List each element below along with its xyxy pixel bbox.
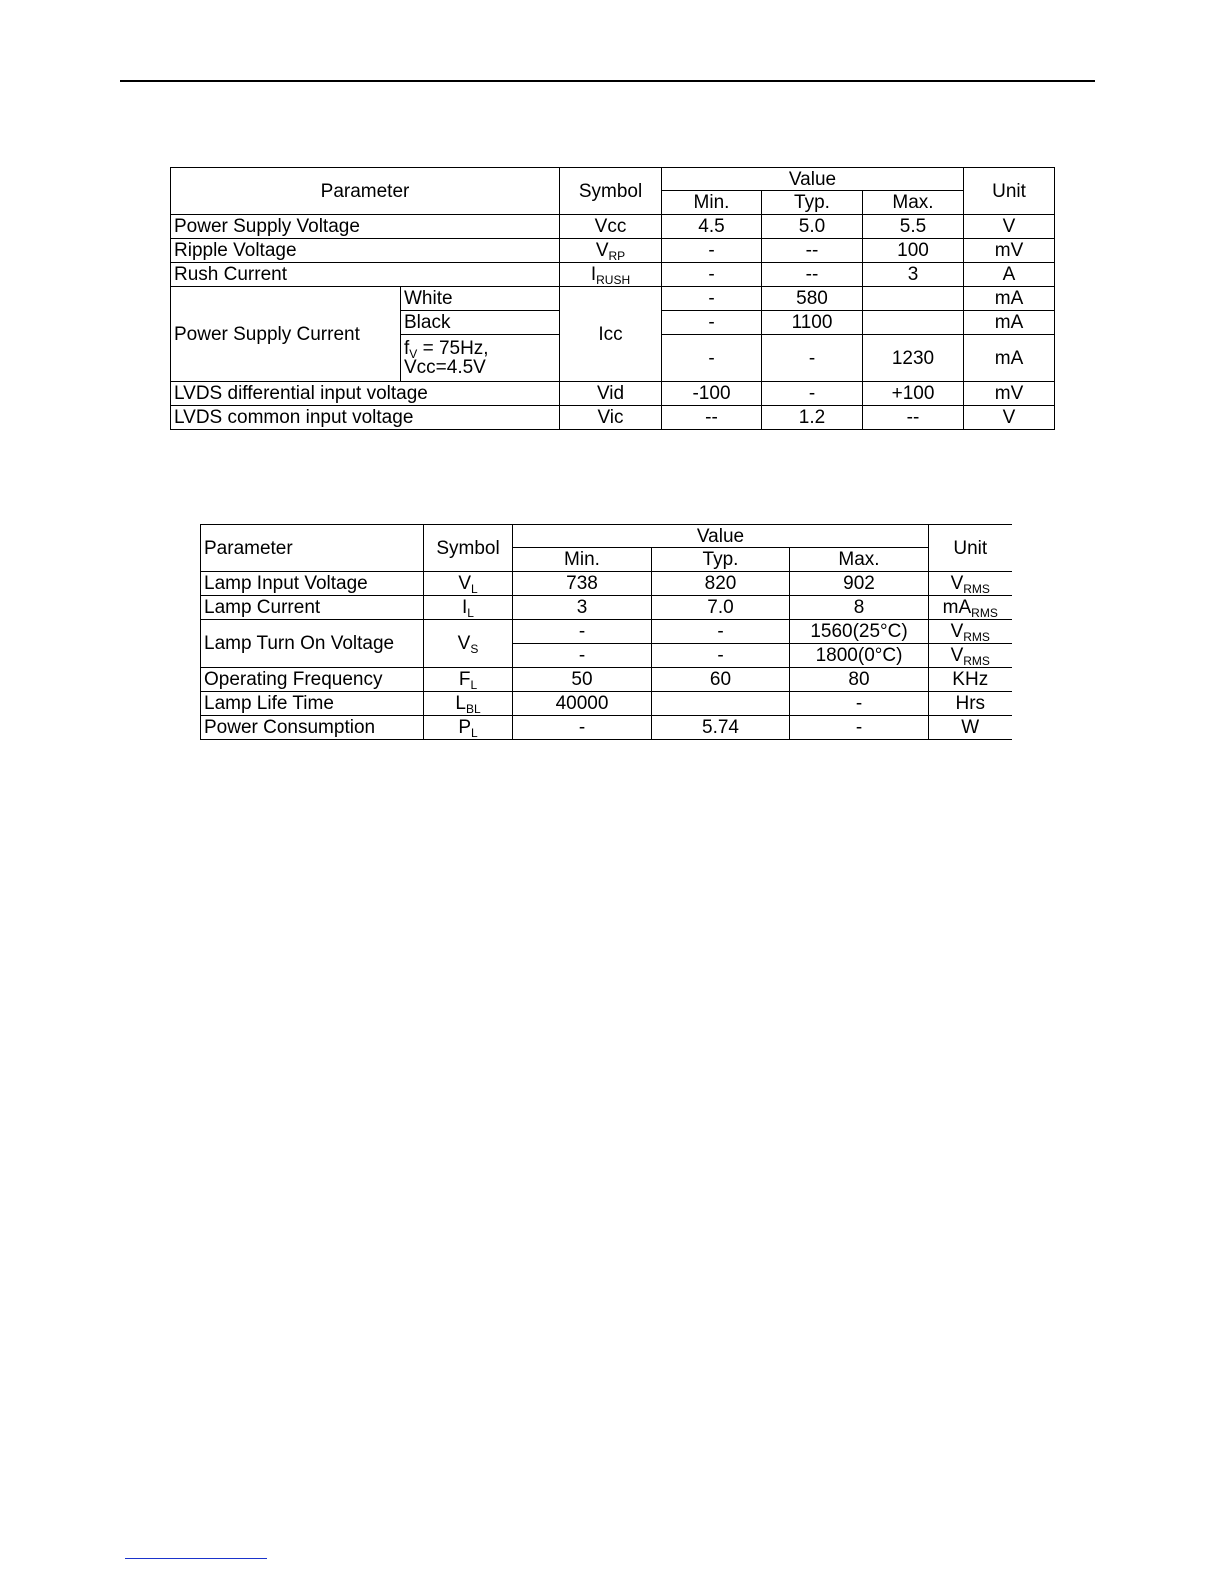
symbol-subscript: RUSH [596,273,631,287]
symbol-text: V [595,240,609,261]
typ-cell: - [762,335,863,382]
max-cell: 8 [790,596,929,620]
unit-cell: Hrs [929,692,1012,716]
typ-cell: - [652,620,790,644]
header-unit: Unit [964,168,1055,215]
min-cell: 738 [513,572,652,596]
table-row [171,406,1059,430]
lamp-table [200,524,1012,740]
max-cell [863,287,964,311]
header-typ: Typ. [762,191,863,215]
max-cell: 5.5 [863,215,964,239]
min-cell: - [513,644,652,668]
min-cell: - [513,620,652,644]
table-row [171,263,1059,287]
symbol-text: V [457,633,471,654]
header-symbol: Symbol [424,525,513,572]
max-cell: 1230 [863,335,964,382]
condition-text: Vcc=4.5V [404,357,486,378]
symbol-subscript: L [471,726,478,740]
unit-text: V [950,621,964,642]
header-row [171,168,1059,191]
header-parameter: Parameter [201,525,424,572]
parameter-cell: Rush Current [171,263,560,287]
symbol-cell [424,596,513,620]
header-min: Min. [662,191,762,215]
max-cell: 80 [790,668,929,692]
typ-cell: 7.0 [652,596,790,620]
header-max: Max. [790,548,929,572]
unit-cell: mA [964,311,1055,335]
symbol-text: F [458,669,471,690]
table-row [201,596,1012,620]
max-cell: - [790,692,929,716]
unit-cell [929,620,1012,644]
unit-subscript: RMS [963,630,990,644]
max-cell: 902 [790,572,929,596]
parameter-cell: LVDS common input voltage [171,406,560,430]
typ-cell: 5.0 [762,215,863,239]
min-cell: - [662,287,762,311]
unit-cell: V [964,406,1055,430]
symbol-cell [424,572,513,596]
max-cell: 1800(0°C) [790,644,929,668]
unit-text: V [950,645,964,666]
symbol-subscript: L [471,582,478,596]
table-row [201,572,1012,596]
unit-cell [929,596,1012,620]
symbol-cell: Vcc [560,215,662,239]
max-cell: 100 [863,239,964,263]
header-unit: Unit [929,525,1012,572]
unit-cell: mV [964,382,1055,406]
max-cell: -- [863,406,964,430]
min-cell: 3 [513,596,652,620]
parameter-cell: Power Supply Current [171,287,401,382]
table-row [171,215,1059,239]
symbol-cell: Vic [560,406,662,430]
min-cell: - [662,311,762,335]
symbol-text: P [458,717,471,738]
typ-cell: 1.2 [762,406,863,430]
min-cell: -100 [662,382,762,406]
typ-cell: 60 [652,668,790,692]
unit-text: V [950,573,964,594]
typ-cell: 1100 [762,311,863,335]
table-row [201,668,1012,692]
max-cell: - [790,716,929,740]
unit-cell: mV [964,239,1055,263]
symbol-subscript: BL [465,702,481,716]
unit-cell [929,644,1012,668]
header-typ: Typ. [652,548,790,572]
min-cell: - [513,716,652,740]
min-cell: 40000 [513,692,652,716]
symbol-text: I [462,597,468,618]
typ-cell: -- [762,263,863,287]
power-supply-table [170,167,1059,430]
symbol-cell [424,620,513,668]
parameter-cell: Power Supply Voltage [171,215,560,239]
typ-cell: 820 [652,572,790,596]
min-cell: - [662,239,762,263]
header-min: Min. [513,548,652,572]
symbol-subscript: L [467,606,474,620]
header-symbol: Symbol [560,168,662,215]
table-row [171,382,1059,406]
symbol-text: I [590,264,597,285]
header-value: Value [662,168,964,191]
parameter-cell: Power Consumption [201,716,424,740]
symbol-cell [560,263,662,287]
max-cell [863,311,964,335]
parameter-cell: LVDS differential input voltage [171,382,560,406]
header-parameter: Parameter [171,168,560,215]
unit-cell: KHz [929,668,1012,692]
parameter-cell: Operating Frequency [201,668,424,692]
symbol-subscript: L [470,678,478,692]
max-cell: +100 [863,382,964,406]
unit-text: mA [942,597,972,618]
condition-text: f [404,338,410,359]
right-gap [1055,168,1059,215]
typ-cell: 5.74 [652,716,790,740]
unit-cell: mA [964,287,1055,311]
condition-subscript: V [409,347,418,361]
footer-link-underline [125,1558,267,1559]
unit-cell: A [964,263,1055,287]
typ-cell: 580 [762,287,863,311]
condition-cell: White [401,287,560,311]
header-row [201,525,1012,548]
table-row [171,287,1059,311]
unit-subscript: RMS [963,582,990,596]
unit-cell: W [929,716,1012,740]
min-cell: 4.5 [662,215,762,239]
min-cell: - [662,335,762,382]
header-max: Max. [863,191,964,215]
typ-cell: -- [762,239,863,263]
table-row [201,620,1012,644]
symbol-cell: Icc [560,287,662,382]
max-cell: 1560(25°C) [790,620,929,644]
parameter-cell: Ripple Voltage [171,239,560,263]
condition-cell: Black [401,311,560,335]
symbol-cell [424,692,513,716]
symbol-subscript: RP [608,249,626,263]
header-value: Value [513,525,929,548]
max-cell: 3 [863,263,964,287]
table-row [201,716,1012,740]
unit-subscript: RMS [963,654,990,668]
typ-cell: - [762,382,863,406]
min-cell: - [662,263,762,287]
unit-subscript: RMS [971,606,998,620]
header-rule [120,80,1095,82]
symbol-text: L [455,693,466,714]
symbol-cell [424,716,513,740]
unit-cell: V [964,215,1055,239]
unit-cell [929,572,1012,596]
symbol-text: V [458,573,471,594]
typ-cell [652,692,790,716]
parameter-cell: Lamp Turn On Voltage [201,620,424,668]
min-cell: 50 [513,668,652,692]
symbol-cell: Vid [560,382,662,406]
condition-cell [401,335,560,382]
table-row [201,692,1012,716]
table-row [171,239,1059,263]
condition-text: = 75Hz, [417,338,489,359]
symbol-cell [560,239,662,263]
symbol-subscript: S [470,642,479,656]
parameter-cell: Lamp Current [201,596,424,620]
min-cell: -- [662,406,762,430]
unit-cell: mA [964,335,1055,382]
parameter-cell: Lamp Input Voltage [201,572,424,596]
symbol-cell [424,668,513,692]
parameter-cell: Lamp Life Time [201,692,424,716]
typ-cell: - [652,644,790,668]
